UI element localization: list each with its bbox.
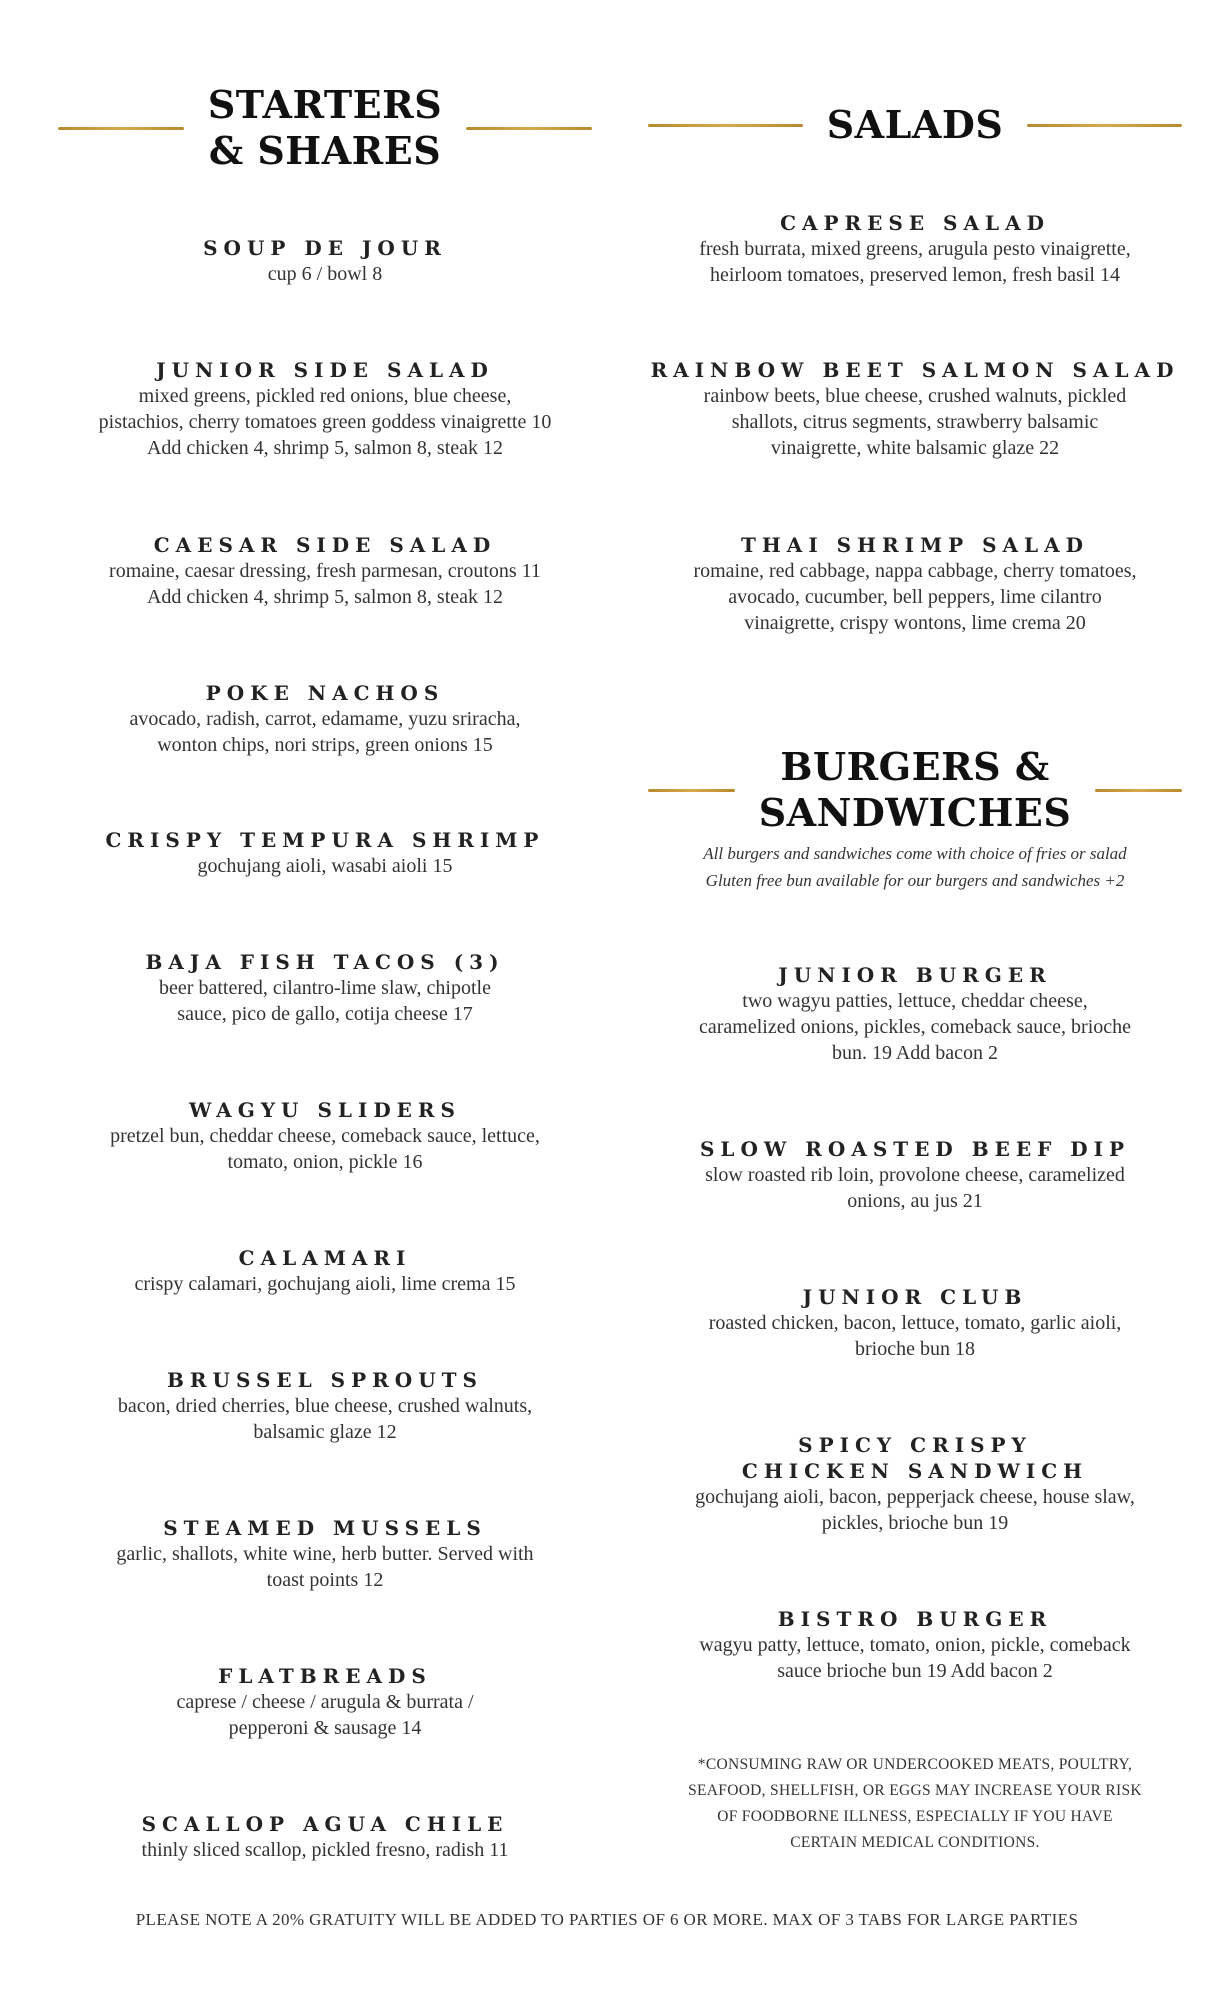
menu-item <box>58 1097 592 1175</box>
item-name: BAJA FISH TACOS (3) <box>145 950 505 974</box>
item-description: avocado, radish, carrot, edamame, yuzu sriracha, wonton chips, nori strips, green onions 15 <box>129 708 521 756</box>
item-description: slow roasted rib loin, provolone cheese, caramelized onions, au jus 21 <box>705 1164 1125 1212</box>
menu-item <box>58 949 592 1027</box>
menu-item <box>58 1811 592 1863</box>
item-description: fresh burrata, mixed greens, arugula pesto vinaigrette, heirloom tomatoes, preserved lemon, fresh basil 14 <box>699 238 1131 286</box>
item-name: JUNIOR BURGER <box>778 963 1052 987</box>
menu-item <box>648 357 1182 461</box>
item-description: rainbow beets, blue cheese, crushed walnuts, pickled shallots, citrus segments, strawberry balsamic vinaigrette, white balsamic glaze 22 <box>703 385 1127 459</box>
menu-item <box>58 1663 592 1741</box>
item-name: CAESAR SIDE SALAD <box>153 533 497 557</box>
item-name: BISTRO BURGER <box>777 1607 1053 1631</box>
item-name: CALAMARI <box>238 1246 412 1270</box>
starters-header <box>58 82 592 174</box>
item-description: gochujang aioli, bacon, pepperjack cheese, house slaw, pickles, brioche bun 19 <box>695 1486 1135 1534</box>
gold-divider <box>1027 124 1182 127</box>
menu-item <box>58 827 592 879</box>
item-name: SLOW ROASTED BEEF DIP <box>699 1137 1131 1161</box>
item-description: wagyu patty, lettuce, tomato, onion, pickle, comeback sauce brioche bun 19 Add bacon 2 <box>699 1634 1131 1682</box>
menu-item <box>58 1245 592 1297</box>
item-description: thinly sliced scallop, pickled fresno, radish 11 <box>141 1839 509 1861</box>
item-description: beer battered, cilantro-lime slaw, chipotle sauce, pico de gallo, cotija cheese 17 <box>159 977 491 1025</box>
menu-item <box>58 1515 592 1593</box>
item-description: romaine, red cabbage, nappa cabbage, cherry tomatoes, avocado, cucumber, bell peppers, lime cilantro vinaigrette, crispy wontons, lime crema 20 <box>693 560 1137 634</box>
item-name: STEAMED MUSSELS <box>163 1516 487 1540</box>
item-description: crispy calamari, gochujang aioli, lime crema 15 <box>134 1273 516 1295</box>
item-name: POKE NACHOS <box>205 681 445 705</box>
item-name: SPICY CRISPY CHICKEN SANDWICH <box>741 1433 1089 1483</box>
menu-item <box>58 357 592 461</box>
item-name: BRUSSEL SPROUTS <box>167 1368 483 1392</box>
menu-item <box>648 210 1182 288</box>
item-name: SCALLOP AGUA CHILE <box>141 1812 509 1836</box>
menu-item <box>648 1606 1182 1684</box>
title-line: BURGERS & <box>780 744 1050 789</box>
item-name: CRISPY TEMPURA SHRIMP <box>105 828 545 852</box>
gold-divider <box>648 789 735 792</box>
item-name: SOUP DE JOUR <box>203 236 447 260</box>
menu-item <box>648 1432 1182 1536</box>
title-line: & SHARES <box>208 128 442 173</box>
gratuity-note: PLEASE NOTE A 20% GRATUITY WILL BE ADDED TO PARTIES OF 6 OR MORE. MAX OF 3 TABS FOR LARGE PARTIES <box>135 1910 1079 1929</box>
starters-title <box>184 82 466 174</box>
menu-item <box>648 532 1182 636</box>
item-name: FLATBREADS <box>218 1664 432 1688</box>
burgers-header <box>648 744 1182 836</box>
item-description: pretzel bun, cheddar cheese, comeback sauce, lettuce, tomato, onion, pickle 16 <box>110 1125 540 1173</box>
burgers-note: All burgers and sandwiches come with choice of fries or salad Gluten free bun available for our burgers and sandwiches +2 <box>703 844 1127 890</box>
title-line: SALADS <box>826 102 1004 147</box>
menu-item <box>648 1136 1182 1214</box>
menu-item <box>58 235 592 287</box>
burgers-title <box>735 744 1096 836</box>
salads-header <box>648 102 1182 148</box>
title-line: SANDWICHES <box>758 790 1072 835</box>
item-description: roasted chicken, bacon, lettuce, tomato, garlic aioli, brioche bun 18 <box>708 1312 1122 1360</box>
item-description: gochujang aioli, wasabi aioli 15 <box>197 855 453 877</box>
title-line: STARTERS <box>207 82 443 127</box>
menu-item <box>58 1367 592 1445</box>
item-name: CAPRESE SALAD <box>780 211 1050 235</box>
item-description: caprese / cheese / arugula & burrata / pepperoni & sausage 14 <box>176 1691 474 1739</box>
gold-divider <box>648 124 803 127</box>
gold-divider <box>58 127 184 130</box>
menu-item <box>58 532 592 610</box>
gold-divider <box>466 127 592 130</box>
salads-title <box>803 102 1028 148</box>
item-description: cup 6 / bowl 8 <box>267 263 383 285</box>
item-description: romaine, caesar dressing, fresh parmesan, croutons 11 Add chicken 4, shrimp 5, salmon 8, steak 12 <box>109 560 541 608</box>
item-name: THAI SHRIMP SALAD <box>741 533 1089 557</box>
item-name: RAINBOW BEET SALMON SALAD <box>650 358 1180 382</box>
item-description: two wagyu patties, lettuce, cheddar cheese, caramelized onions, pickles, comeback sauce, brioche bun. 19 Add bacon 2 <box>698 990 1132 1064</box>
menu-item <box>648 1284 1182 1362</box>
menu-item <box>58 680 592 758</box>
menu-item <box>648 962 1182 1066</box>
gold-divider <box>1095 789 1182 792</box>
item-description: garlic, shallots, white wine, herb butter. Served with toast points 12 <box>116 1543 534 1591</box>
item-name: WAGYU SLIDERS <box>189 1098 461 1122</box>
item-description: bacon, dried cherries, blue cheese, crushed walnuts, balsamic glaze 12 <box>117 1395 533 1443</box>
food-safety-disclaimer: *CONSUMING RAW OR UNDERCOOKED MEATS, POULTRY, SEAFOOD, SHELLFISH, OR EGGS MAY INCREASE YOUR RISK OF FOODBORNE ILLNESS, ESPECIALLY IF YOU HAVE CERTAIN MEDICAL CONDITIONS. <box>688 1756 1142 1851</box>
item-name: JUNIOR CLUB <box>802 1285 1028 1309</box>
item-name: JUNIOR SIDE SALAD <box>156 358 494 382</box>
item-description: mixed greens, pickled red onions, blue cheese, pistachios, cherry tomatoes green goddess vinaigrette 10 Add chicken 4, shrimp 5, salmon 8, steak 12 <box>98 385 552 459</box>
